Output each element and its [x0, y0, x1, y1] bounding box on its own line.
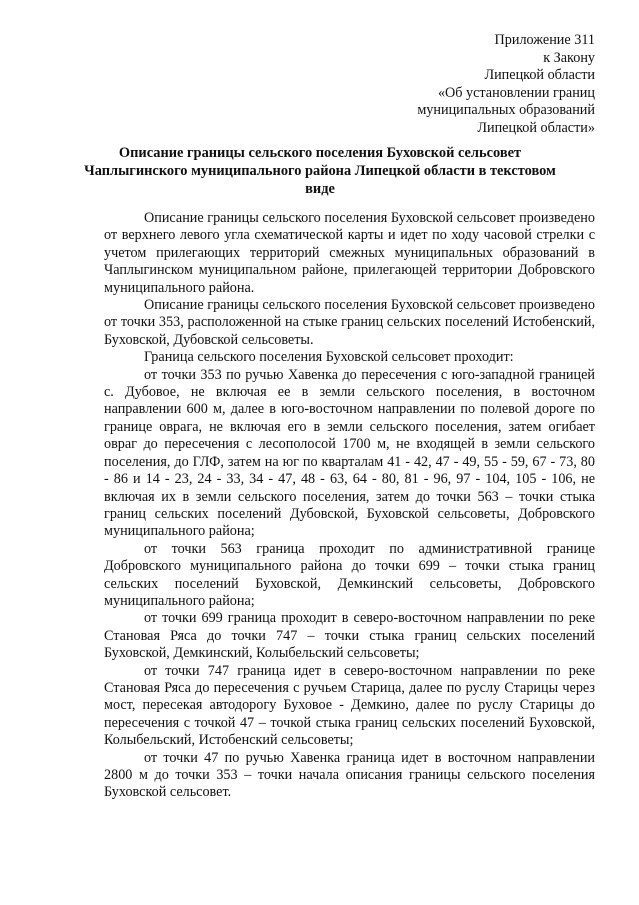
appendix-line: Приложение 311 — [494, 32, 595, 48]
appendix-line: Липецкой области — [484, 67, 595, 84]
title-line: виде — [305, 181, 335, 197]
body-paragraph: от точки 747 граница идет в северо-восточном направлении по реке Становая Ряса до пересечения с ручьем Старица, далее по руслу Старицы через мост, пересекая автодорогу Буховое - Демкино, далее по руслу Старицы до пересечения с точкой 47 – точкой стыка границ сельских поселений Буховской, Колыбельский, Истобенский сельсоветы; — [104, 662, 595, 749]
body-paragraph: Описание границы сельского поселения Буховской сельсовет произведено от верхнего левого угла схематической карты и идет по ходу часовой стрелки с учетом прилегающих территорий смежных муниципальных образований в Чаплыгинском муниципальном районе, прилегающей территории Добровского муниципального района. — [104, 210, 595, 296]
appendix-line: «Об установлении границ — [437, 84, 595, 101]
document-body — [104, 210, 595, 802]
body-paragraph: Граница сельского поселения Буховской сельсовет проходит: — [144, 349, 514, 366]
body-paragraph: от точки 699 граница проходит в северо-восточном направлении по реке Становая Ряса до точки 747 – точки стыка границ сельских поселений Буховской, Демкинский, Колыбельский сельсоветы; — [104, 610, 595, 662]
body-paragraph: от точки 353 по ручью Хавенка до пересечения с юго-западной границей с. Дубовое, не включая ее в земли сельского поселения, в восточном направлении 600 м, далее в юго-восточном направлении по полевой дороге по границе оврага, не включая его в земли сельского поселения, затем огибает овраг до пересечения с лесополосой 1700 м, не входящей в земли сельского поселения, до ГЛФ, затем на юг по кварталам 41 - 42, 47 - 49, 55 - 59, 67 - 73, 80 - 86 и 14 - 23, 24 - 33, 34 - 47, 48 - 63, 64 - 80, 81 - 96, 97 - 104, 105 - 106, не включая их в земли сельского поселения, затем до точки 563 – точки стыка границ сельских поселений Дубовской, Буховской сельсоветы, Добровского муниципального района; — [104, 366, 595, 540]
appendix-line: к Закону — [543, 49, 595, 66]
body-paragraph: от точки 47 по ручью Хавенка граница идет в восточном направлении 2800 м до точки 353 – точки начала описания границы сельского поселения Буховской сельсовет. — [104, 749, 595, 801]
body-paragraph: Описание границы сельского поселения Буховской сельсовет произведено от точки 353, расположенной на стыке границ сельских поселений Истобенский, Буховской, Дубовской сельсоветы. — [104, 297, 595, 348]
appendix-line: муниципальных образований — [417, 102, 595, 119]
body-paragraph: от точки 563 граница проходит по административной границе Добровского муниципального района до точки 699 – точки стыка границ сельских поселений Буховской, Демкинский сельсоветы, Добровского муниципального района; — [104, 540, 595, 609]
title-line: Чаплыгинского муниципального района Липецкой области в текстовом — [84, 163, 556, 179]
title-line: Описание границы сельского поселения Буховской сельсовет — [118, 145, 522, 161]
document-title — [70, 144, 570, 198]
appendix-line: Липецкой области» — [477, 119, 595, 136]
appendix-header — [417, 32, 595, 138]
